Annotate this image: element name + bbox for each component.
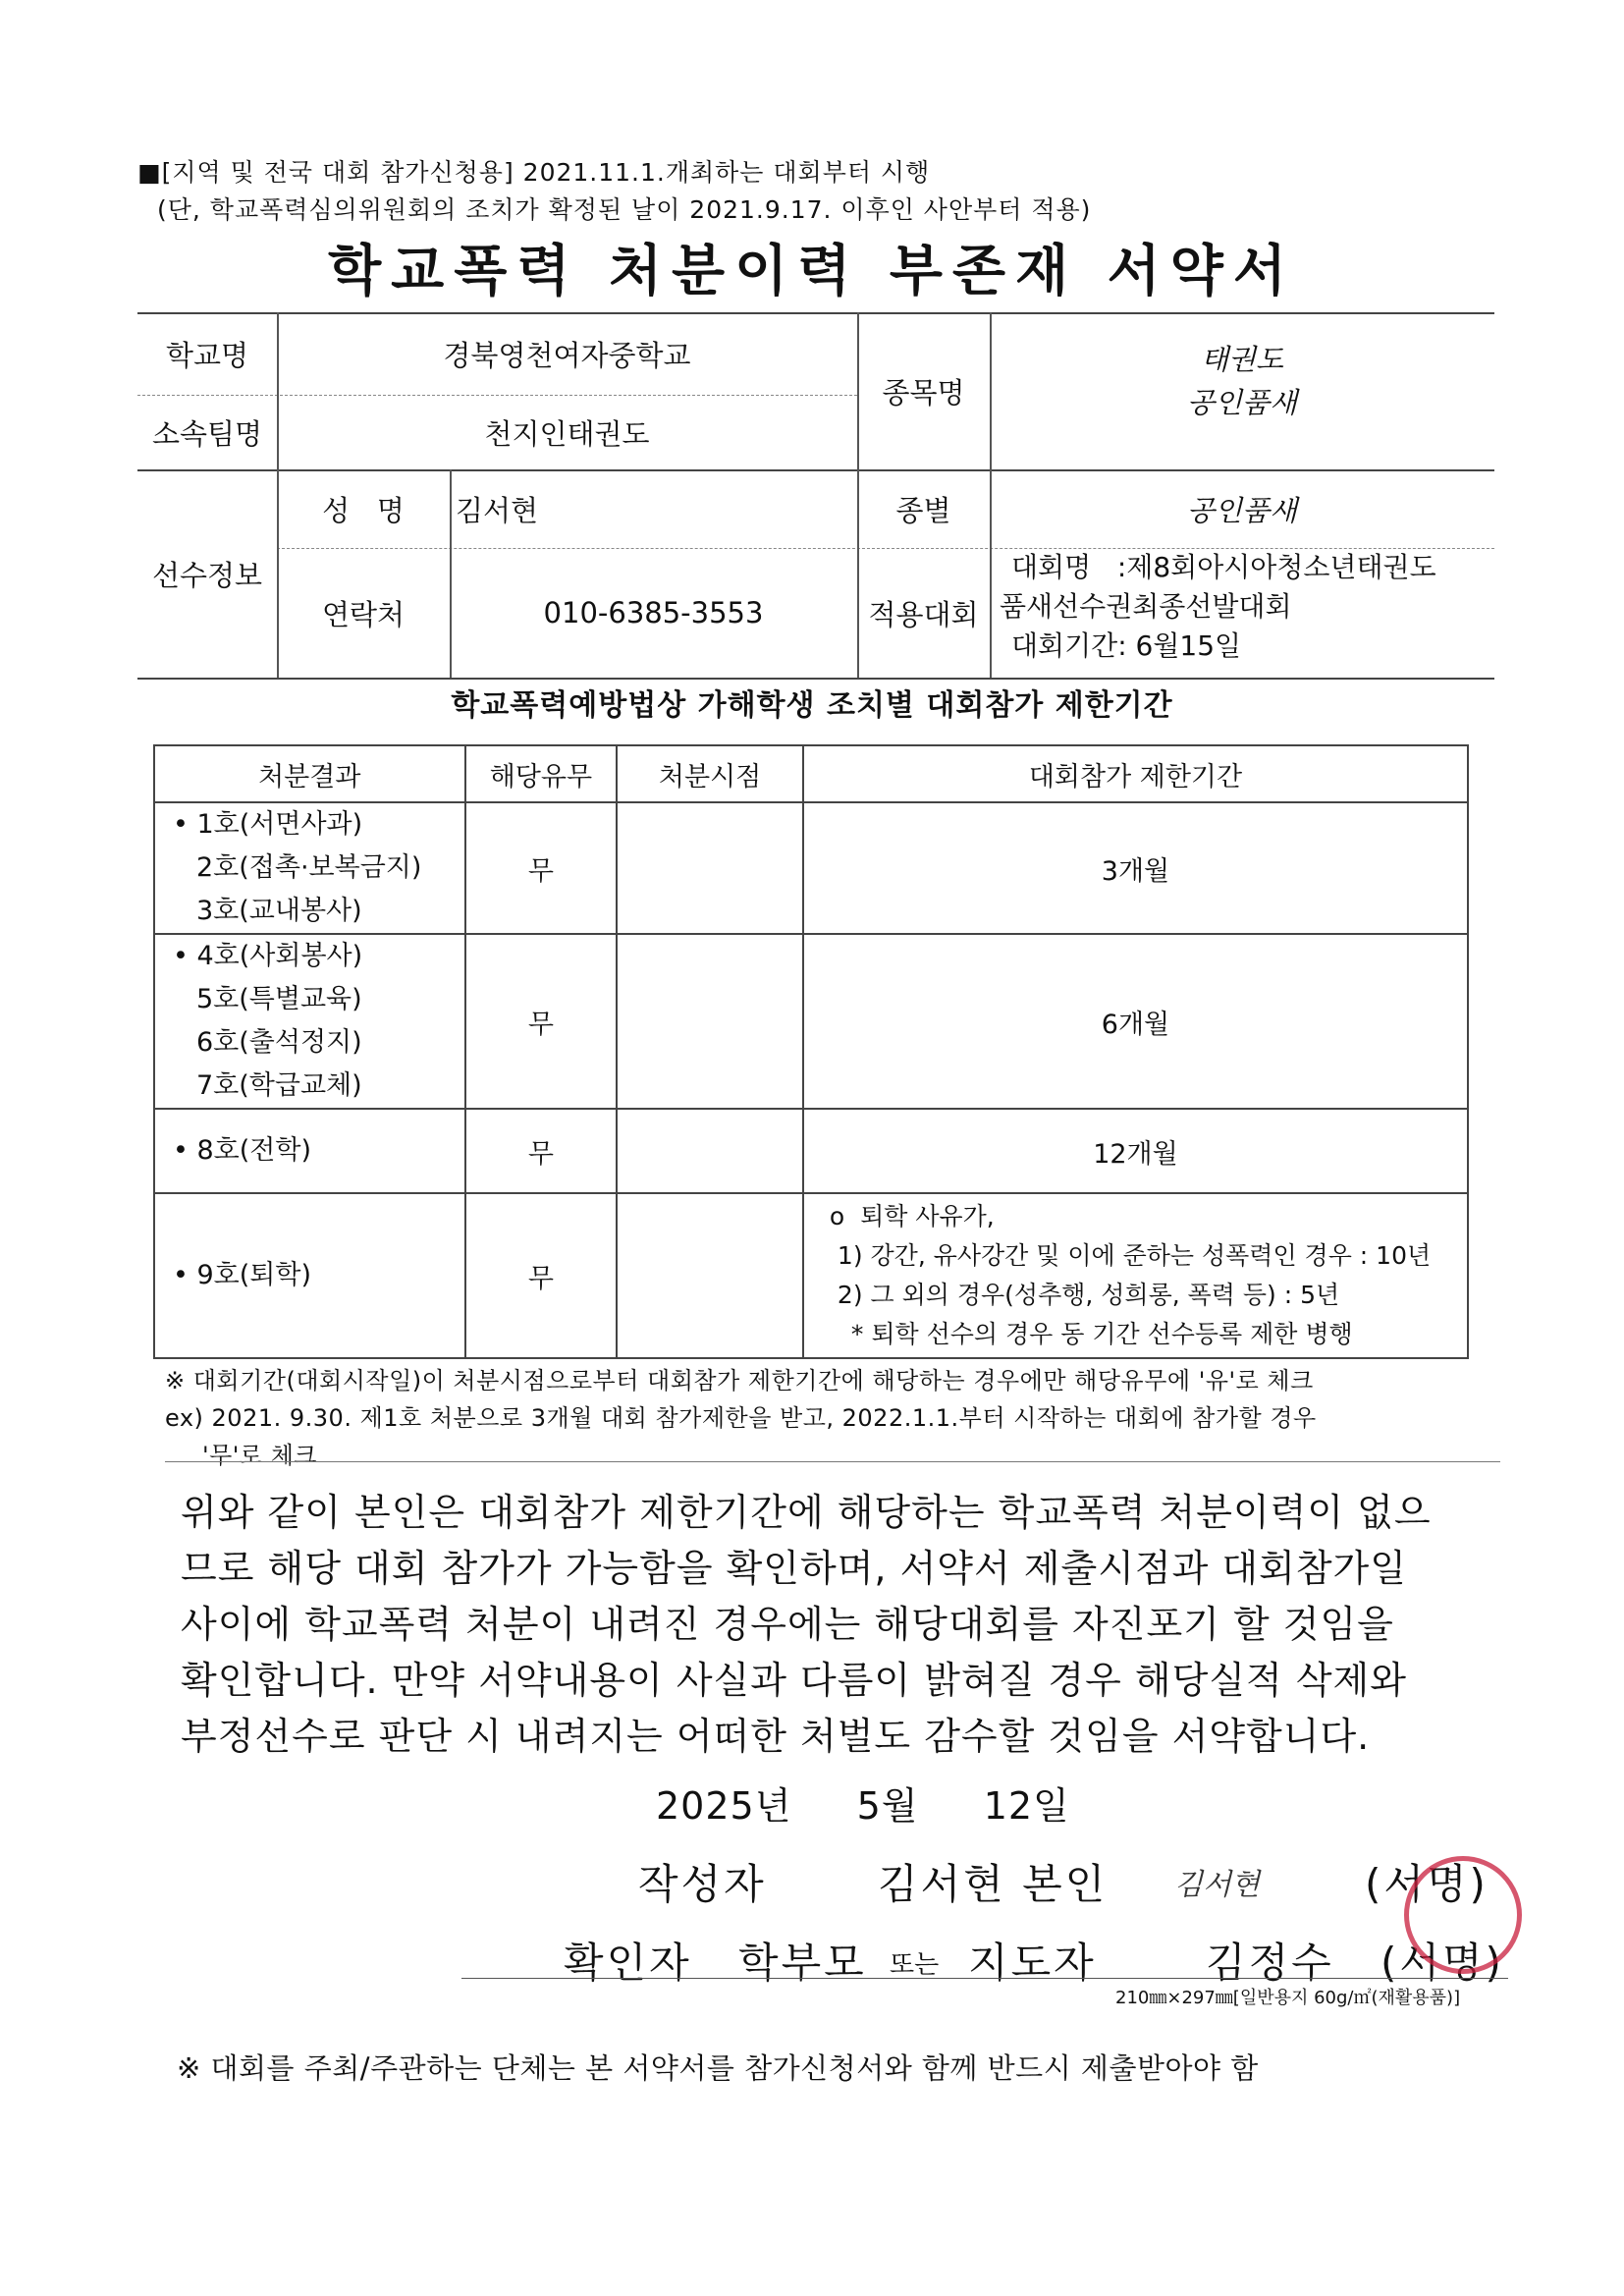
divider [461, 1978, 1508, 1979]
result-item: • 4호(사회봉사) [173, 941, 363, 971]
date-month: 5월 [856, 1784, 919, 1828]
timing-cell [617, 1193, 803, 1358]
applicable-value: 무 [465, 934, 618, 1109]
red-seal-stamp [1404, 1856, 1522, 1974]
timing-cell [617, 802, 803, 934]
competition-line-3: 대회기간: 6월15일 [1011, 629, 1242, 662]
result-item: • 1호(서면사과) [173, 809, 363, 840]
notice-line-1: ■[지역 및 전국 대회 참가신청용] 2021.11.1.개최하는 대회부터 시행 [137, 158, 931, 187]
penalty-table [153, 744, 1469, 1359]
paper-spec: 210㎜×297㎜[일반용지 60g/㎡(재활용품)] [1115, 1988, 1461, 2008]
result-item: 2호(접촉·보복금지) [196, 852, 422, 883]
divider [137, 678, 1494, 680]
period-line: o 퇴학 사유가, [829, 1202, 995, 1230]
player-info-label: 선수정보 [151, 558, 263, 592]
period-value: 3개월 [803, 802, 1468, 934]
event-value-2: 공인품새 [1186, 385, 1298, 419]
result-item: 6호(출석정지) [196, 1027, 362, 1058]
result-item: 3호(교내봉사) [196, 896, 362, 926]
pledge-date [656, 1776, 1070, 1830]
date-year: 2025년 [656, 1784, 792, 1828]
pledge-line: 위와 같이 본인은 대회참가 제한기간에 해당하는 학교폭력 처분이력이 없으 [181, 1491, 1432, 1534]
category-value: 공인품새 [1186, 493, 1298, 527]
or-label: 또는 [890, 1950, 940, 1980]
result-item: 7호(학급교체) [196, 1070, 362, 1101]
period-value: 6개월 [803, 934, 1468, 1109]
table-row [154, 1193, 1468, 1358]
event-value-1: 태권도 [1200, 342, 1284, 376]
timing-cell [617, 1109, 803, 1193]
period-line: 2) 그 외의 경우(성추행, 성희롱, 폭력 등) : 5년 [837, 1281, 1340, 1309]
pledge-line: 부정선수로 판단 시 내려지는 어떠한 처벌도 감수할 것임을 서약합니다. [181, 1715, 1371, 1758]
result-cell [154, 802, 465, 934]
period-value: 12개월 [803, 1109, 1468, 1193]
pledge-line: 므로 해당 대회 참가가 가능함을 확인하며, 서약서 제출시점과 대회참가일 [181, 1547, 1407, 1590]
school-label: 학교명 [165, 338, 249, 372]
table-row [154, 802, 1468, 934]
pledge-text [181, 1485, 1477, 1765]
header-result: 처분결과 [154, 745, 465, 802]
table-row [154, 1109, 1468, 1193]
contact-value: 010-6385-3553 [543, 596, 764, 629]
coach-label: 지도자 [968, 1939, 1097, 1987]
divider [165, 1461, 1500, 1462]
competition-line-2: 품새선수권최종선발대회 [1000, 590, 1292, 623]
result-cell [154, 934, 465, 1109]
confirmer-seal: (서명) [1380, 1939, 1504, 1987]
result-cell [154, 1109, 465, 1193]
date-day: 12일 [983, 1784, 1070, 1828]
writer-label: 작성자 [638, 1860, 767, 1908]
period-detail-cell [803, 1193, 1468, 1358]
result-item: • 8호(전학) [173, 1135, 311, 1166]
event-label: 종목명 [882, 375, 965, 410]
penalty-subtitle: 학교폭력예방법상 가해학생 조치별 대회참가 제한기간 [451, 688, 1173, 723]
competition-label: 적용대회 [868, 597, 979, 631]
note-line-1: ※ 대회기간(대회시작일)이 처분시점으로부터 대회참가 제한기간에 해당하는 경우에만 해당유무에 '유'로 체크 [165, 1367, 1314, 1394]
applicable-value: 무 [465, 1193, 618, 1358]
writer-name: 김서현 본인 [878, 1860, 1109, 1908]
result-cell [154, 1193, 465, 1358]
contact-label: 연락처 [321, 597, 406, 631]
header-applicable: 해당유무 [465, 745, 618, 802]
competition-line-1: 대회명 :제8회아시아청소년태권도 [1011, 551, 1436, 583]
confirmer-label: 확인자 [564, 1939, 692, 1987]
header-timing: 처분시점 [617, 745, 803, 802]
result-item: 5호(특별교육) [196, 984, 362, 1014]
parent-label: 학부모 [738, 1939, 867, 1987]
pledge-line: 확인합니다. 만약 서약내용이 사실과 다름이 밝혀질 경우 해당실적 삭제와 [181, 1659, 1407, 1702]
note-line-3: '무'로 체크 [202, 1442, 318, 1469]
table-header-row [154, 745, 1468, 802]
note-line-2: ex) 2021. 9.30. 제1호 처분으로 3개월 대회 참가제한을 받고, 2022.1.1.부터 시작하는 대회에 참가할 경우 [165, 1404, 1317, 1432]
school-value: 경북영천여자중학교 [443, 338, 691, 372]
footer-note: ※ 대회를 주최/주관하는 단체는 본 서약서를 참가신청서와 함께 반드시 제출받아야 함 [177, 2051, 1259, 2085]
notice-line-2: (단, 학교폭력심의위원회의 조치가 확정된 날이 2021.9.17. 이후인 사안부터 적용) [157, 195, 1092, 224]
name-label: 성 명 [322, 493, 405, 527]
period-line: 1) 강간, 유사강간 및 이에 준하는 성폭력인 경우 : 10년 [837, 1241, 1432, 1270]
name-value: 김서현 [456, 493, 539, 527]
period-line: * 퇴학 선수의 경우 동 기간 선수등록 제한 병행 [850, 1320, 1353, 1348]
writer-handwritten-signature: 김서현 [1174, 1868, 1260, 1902]
timing-cell [617, 934, 803, 1109]
result-item: • 9호(퇴학) [173, 1260, 311, 1290]
header-period: 대회참가 제한기간 [803, 745, 1468, 802]
confirmer-name: 김정수 [1206, 1939, 1334, 1987]
category-label: 종별 [895, 493, 951, 527]
applicable-value: 무 [465, 1109, 618, 1193]
writer-seal: (서명) [1365, 1860, 1489, 1908]
pledge-line: 사이에 학교폭력 처분이 내려진 경우에는 해당대회를 자진포기 할 것임을 [181, 1603, 1394, 1646]
team-value: 천지인태권도 [484, 416, 650, 451]
team-label: 소속팀명 [151, 416, 263, 451]
table-row [154, 934, 1468, 1109]
applicable-value: 무 [465, 802, 618, 934]
document-title: 학교폭력 처분이력 부존재 서약서 [328, 240, 1296, 303]
